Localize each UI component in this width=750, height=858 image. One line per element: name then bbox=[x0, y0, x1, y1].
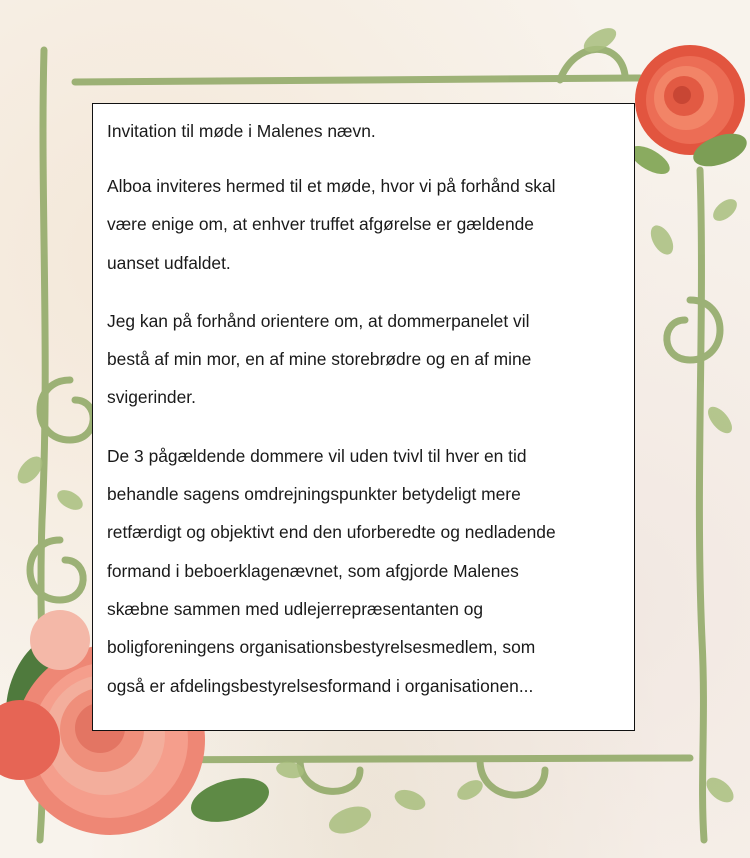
text-line: bestå af min mor, en af mine storebrødre og en af mine bbox=[107, 349, 532, 370]
invitation-heading: Invitation til møde i Malenes nævn. bbox=[107, 121, 376, 141]
text-line: skæbne sammen med udlejerrepræsentanten og bbox=[107, 598, 484, 619]
text-line: Jeg kan på forhånd orientere om, at dommerpanelet vil bbox=[107, 310, 530, 331]
text-line: uanset udfaldet. bbox=[107, 252, 231, 273]
text-line: også er afdelingsbestyrelsesformand i organisationen... bbox=[107, 675, 534, 696]
text-line: behandle sagens omdrejningspunkter betydeligt mere bbox=[107, 484, 521, 505]
text-line: formand i beboerklagenævnet, som afgjorde Malenes bbox=[107, 560, 519, 581]
text-line: være enige om, at enhver truffet afgørelse er gældende bbox=[107, 214, 534, 235]
red-rose-top-right bbox=[626, 45, 750, 180]
paragraph-1 bbox=[107, 167, 622, 282]
paragraph-3 bbox=[107, 437, 622, 705]
text-line: svigerinder. bbox=[107, 387, 196, 408]
text-line: retfærdigt og objektivt end den uforberedte og nedladende bbox=[107, 522, 556, 543]
text-line: De 3 pågældende dommere vil uden tvivl til hver en tid bbox=[107, 445, 527, 466]
paragraph-2 bbox=[107, 302, 622, 417]
text-line: Alboa inviteres hermed til et møde, hvor vi på forhånd skal bbox=[107, 176, 556, 196]
invitation-card bbox=[92, 103, 635, 731]
text-line: boligforeningens organisationsbestyrelsesmedlem, som bbox=[107, 637, 536, 658]
